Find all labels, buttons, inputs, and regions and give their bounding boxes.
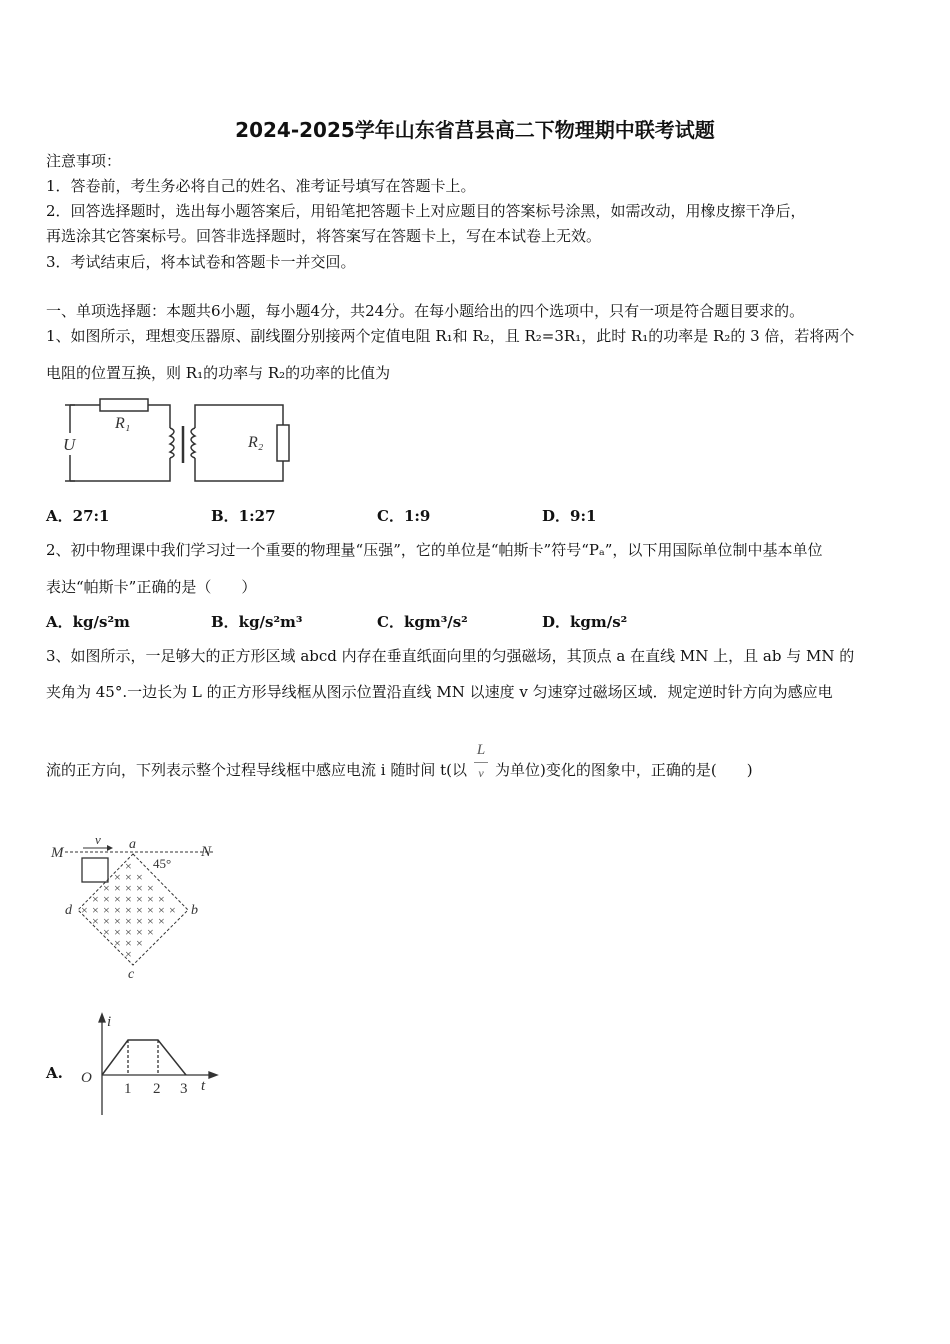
fraction-numerator: L: [476, 742, 486, 758]
field-cross-mark: ×: [125, 947, 132, 961]
notice-item: 再选涂其它答案标号。回答非选择题时，将答案写在答题卡上，写在本试卷上无效。: [46, 227, 602, 245]
origin-label: O: [81, 1070, 92, 1086]
q3-text-line3: [46, 742, 753, 780]
q3-text: 夹角为 45°.一边长为 L 的正方形导线框从图示位置沿直线 MN 以速度 v 匀速穿过磁场区域．规定逆时针方向为感应电: [46, 683, 833, 701]
field-cross-mark: ×: [103, 903, 110, 917]
r1-label: R₁: [115, 415, 131, 432]
field-cross-mark: ×: [103, 892, 110, 906]
q2-option-a[interactable]: A．kg/s²m: [46, 613, 130, 631]
section-heading: 一、单项选择题：本题共6小题，每小题4分，共24分。在每小题给出的四个选项中，只有一项是符合题目要求的。: [46, 302, 805, 320]
field-cross-mark: ×: [103, 925, 110, 939]
field-cross-mark: ×: [147, 925, 154, 939]
q2-option-b[interactable]: B．kg/s²m³: [211, 613, 303, 631]
point-n-label: N: [201, 844, 212, 860]
q2-option-c[interactable]: C．kgm³/s²: [377, 613, 468, 631]
q1-option-d[interactable]: D．9:1: [542, 507, 597, 525]
graph-option-a: [75, 1010, 225, 1125]
field-cross-mark: ×: [125, 881, 132, 895]
point-d-label: d: [65, 903, 72, 918]
field-cross-mark: ×: [125, 859, 132, 873]
tick-label: 1: [124, 1081, 132, 1097]
point-a-label: a: [129, 837, 136, 852]
field-cross-mark: ×: [114, 903, 121, 917]
q3-text-part: 为单位)变化的图象中，正确的是( ): [494, 761, 753, 779]
field-cross-mark: ×: [125, 914, 132, 928]
field-cross-mark: ×: [81, 903, 88, 917]
field-cross-mark: ×: [147, 903, 154, 917]
field-cross-mark: ×: [114, 914, 121, 928]
q1-text: 电阻的位置互换，则 R₁的功率与 R₂的功率的比值为: [46, 364, 391, 382]
fraction-denominator: v: [478, 766, 484, 780]
field-cross-mark: ×: [158, 892, 165, 906]
velocity-label: v: [95, 832, 101, 847]
notice-heading: 注意事项：: [46, 152, 122, 170]
field-cross-mark: ×: [125, 870, 132, 884]
field-cross-mark: ×: [136, 881, 143, 895]
field-cross-mark: ×: [114, 892, 121, 906]
q3-text: 3、如图所示，一足够大的正方形区域 abcd 内存在垂直纸面向里的匀强磁场，其顶点 a 在直线 MN 上，且 ab 与 MN 的: [46, 647, 855, 665]
field-cross-mark: ×: [136, 936, 143, 950]
q1-option-a[interactable]: A．27:1: [46, 507, 110, 525]
notice-item: 3．考试结束后，将本试卷和答题卡一并交回。: [46, 253, 356, 271]
field-cross-mark: ×: [147, 881, 154, 895]
q1-text: 1、如图所示，理想变压器原、副线圈分别接两个定值电阻 R₁和 R₂，且 R₂=3R₁，此时 R₁的功率是 R₂的 3 倍，若将两个: [46, 327, 855, 345]
voltage-label: U: [63, 435, 76, 454]
field-cross-mark: ×: [136, 914, 143, 928]
field-cross-mark: ×: [92, 892, 99, 906]
axis-i-label: i: [107, 1014, 112, 1030]
angle-label: 45°: [153, 856, 172, 871]
field-cross-mark: ×: [158, 914, 165, 928]
page-title: 2024-2025学年山东省莒县高二下物理期中联考试题: [235, 118, 715, 142]
q2-text: 表达“帕斯卡”正确的是（ ）: [46, 578, 257, 596]
field-cross-mark: ×: [114, 870, 121, 884]
q2-option-d[interactable]: D．kgm/s²: [542, 613, 628, 631]
field-cross-mark: ×: [103, 881, 110, 895]
field-cross-mark: ×: [103, 914, 110, 928]
q3-text-part: 流的正方向，下列表示整个过程导线框中感应电流 i 随时间 t(以: [46, 761, 467, 779]
field-cross-mark: ×: [136, 870, 143, 884]
q3-option-a[interactable]: A.: [46, 1064, 63, 1082]
point-c-label: c: [128, 967, 135, 980]
field-cross-mark: ×: [136, 925, 143, 939]
field-cross-mark: ×: [169, 903, 176, 917]
field-cross-mark: ×: [92, 914, 99, 928]
point-m-label: M: [51, 845, 64, 861]
q1-option-b[interactable]: B．1:27: [211, 507, 276, 525]
fraction-bar: [474, 762, 488, 763]
r2-label: R₂: [248, 434, 264, 451]
point-b-label: b: [191, 903, 198, 918]
q2-text: 2、初中物理课中我们学习过一个重要的物理量“压强”，它的单位是“帕斯卡”符号“Pₐ”，以下用国际单位制中基本单位: [46, 541, 823, 559]
q1-option-c[interactable]: C．1:9: [377, 507, 431, 525]
notice-item: 1．答卷前，考生务必将自己的姓名、准考证号填写在答题卡上。: [46, 177, 476, 195]
field-cross-mark: ×: [136, 892, 143, 906]
field-cross-mark: ×: [158, 903, 165, 917]
field-cross-mark: ×: [147, 892, 154, 906]
field-cross-mark: ×: [125, 936, 132, 950]
transformer-circuit-figure: [55, 393, 300, 493]
axis-t-label: t: [201, 1078, 206, 1094]
field-cross-mark: ×: [125, 903, 132, 917]
magnetic-field-figure: [45, 830, 225, 980]
fraction-l-over-v: [469, 742, 493, 780]
field-cross-mark: ×: [92, 903, 99, 917]
notice-item: 2．回答选择题时，选出每小题答案后，用铅笔把答题卡上对应题目的答案标号涂黑，如需改动，用橡皮擦干净后，: [46, 202, 806, 220]
tick-label: 3: [180, 1081, 188, 1097]
field-cross-mark: ×: [114, 936, 121, 950]
field-cross-mark: ×: [136, 903, 143, 917]
field-cross-mark: ×: [125, 925, 132, 939]
field-cross-mark: ×: [125, 892, 132, 906]
field-cross-mark: ×: [114, 881, 121, 895]
field-cross-mark: ×: [147, 914, 154, 928]
field-cross-mark: ×: [114, 925, 121, 939]
tick-label: 2: [153, 1081, 161, 1097]
